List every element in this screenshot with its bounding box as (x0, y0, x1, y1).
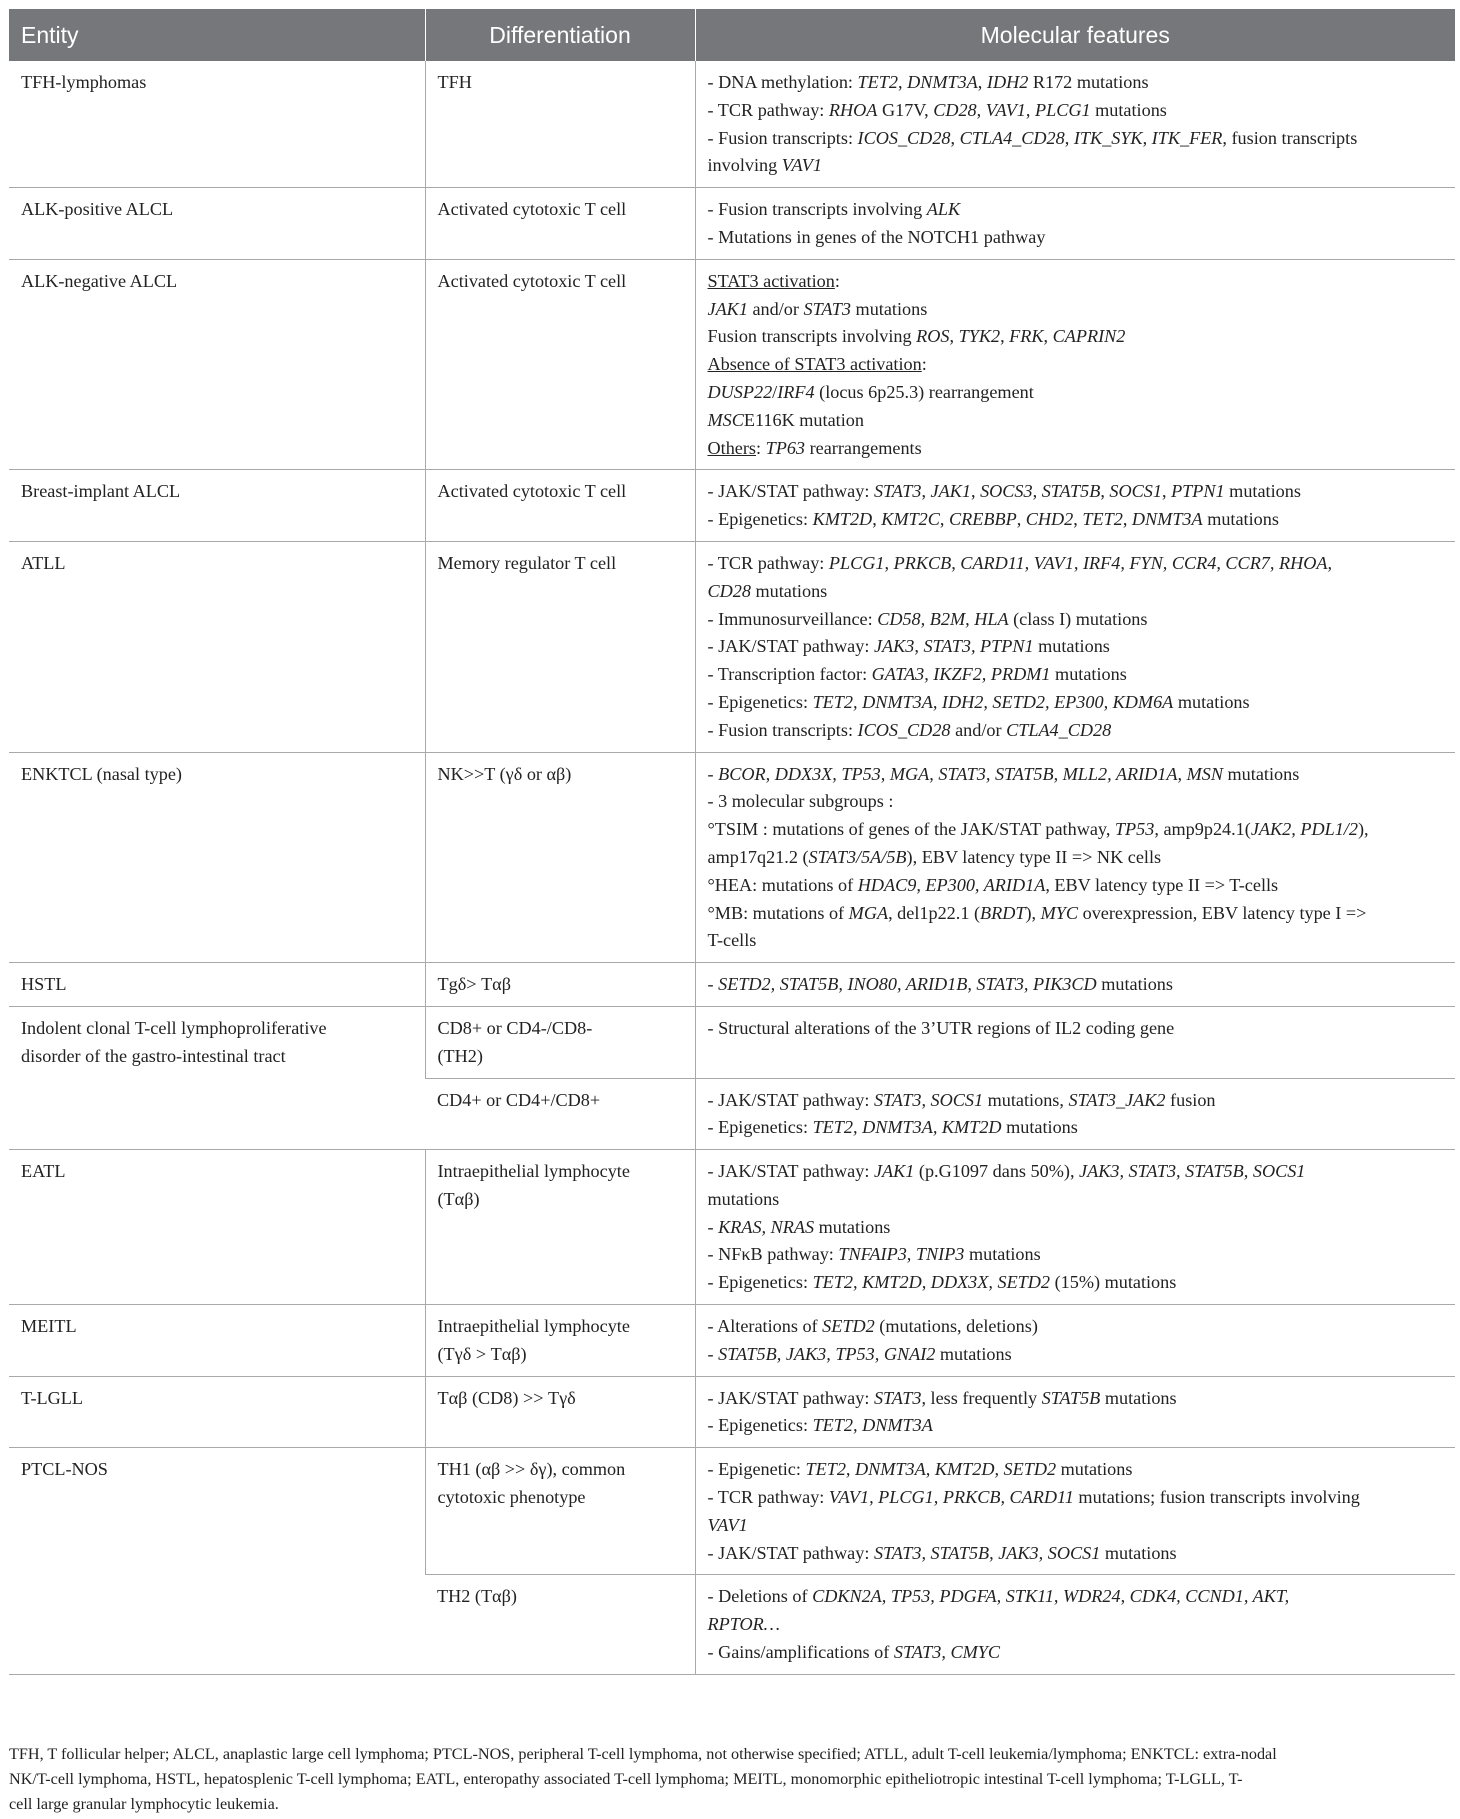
entity-cell-line: ALK-negative ALCL (21, 270, 178, 291)
feature-line: Others: TP63 rearrangements (707, 437, 922, 458)
table-row (9, 1376, 1455, 1448)
feature-line: - BCOR, DDX3X, TP53, MGA, STAT3, STAT5B, MLL2, ARID1A, MSN mutations (707, 763, 1300, 784)
differentiation-cell-line: NK>>T (γδ or αβ) (437, 763, 572, 784)
differentiation-cell (425, 1150, 695, 1305)
feature-line: amp17q21.2 (STAT3/5A/5B), EBV latency type II => NK cells (707, 846, 1162, 867)
differentiation-cell (425, 1078, 695, 1150)
feature-line: - JAK/STAT pathway: JAK1 (p.G1097 dans 50%), JAK3, STAT3, STAT5B, SOCS1 (707, 1161, 1306, 1182)
header-entity: Entity (9, 9, 425, 61)
molecular-features-cell (695, 1575, 1455, 1674)
molecular-features-cell (695, 541, 1455, 752)
footnote-line: cell large granular lymphocytic leukemia. (9, 1795, 279, 1813)
differentiation-cell-line: Activated cytotoxic T cell (437, 199, 627, 220)
molecular-features-cell (695, 188, 1455, 260)
feature-line: - 3 molecular subgroups : (707, 791, 894, 812)
differentiation-cell-line: TFH (437, 72, 472, 92)
differentiation-cell-line: Tαβ (CD8) >> Tγδ (437, 1387, 576, 1408)
entity-cell-line: PTCL-NOS (21, 1459, 108, 1480)
feature-line: - SETD2, STAT5B, INO80, ARID1B, STAT3, PIK3CD mutations (707, 974, 1173, 995)
table-row (9, 1150, 1455, 1305)
differentiation-cell (425, 61, 695, 188)
differentiation-cell-line: Memory regulator T cell (437, 552, 617, 573)
entity-cell-line: Breast-implant ALCL (21, 481, 181, 502)
entity-cell (9, 1448, 425, 1675)
table-row (9, 188, 1455, 260)
entity-cell-line: ENKTCL (nasal type) (21, 763, 182, 784)
molecular-features-cell (695, 61, 1455, 188)
differentiation-cell (425, 1006, 695, 1078)
differentiation-cell-line: Tgδ> Tαβ (437, 974, 511, 995)
entity-cell (9, 1006, 425, 1149)
differentiation-cell-line: (Tγδ > Tαβ) (437, 1343, 527, 1364)
table-container (9, 9, 1455, 1675)
feature-line: °MB: mutations of MGA, del1p22.1 (BRDT), MYC overexpression, EBV latency type I => (707, 902, 1367, 923)
feature-line: - NFκB pathway: TNFAIP3, TNIP3 mutations (707, 1244, 1041, 1265)
entity-cell (9, 1376, 425, 1448)
feature-line: JAK1 and/or STAT3 mutations (707, 298, 928, 319)
differentiation-cell (425, 752, 695, 963)
feature-line: - Alterations of SETD2 (mutations, deletions) (707, 1316, 1038, 1337)
differentiation-cell (425, 470, 695, 542)
differentiation-cell (425, 1575, 695, 1674)
feature-line: - Epigenetic: TET2, DNMT3A, KMT2D, SETD2 mutations (707, 1459, 1133, 1480)
differentiation-cell-line: TH1 (αβ >> δγ), common (437, 1459, 626, 1480)
feature-line: - JAK/STAT pathway: STAT3, SOCS1 mutations, STAT3_JAK2 fusion (707, 1089, 1216, 1110)
feature-line: - Deletions of CDKN2A, TP53, PDGFA, STK11, WDR24, CDK4, CCND1, AKT, (707, 1586, 1290, 1607)
feature-line: CD28 mutations (707, 580, 828, 601)
differentiation-cell (425, 188, 695, 260)
feature-line: - Structural alterations of the 3’UTR regions of IL2 coding gene (707, 1017, 1175, 1038)
feature-line: T-cells (707, 930, 757, 951)
differentiation-cell (425, 963, 695, 1007)
entity-cell-line: disorder of the gastro-intestinal tract (21, 1045, 286, 1066)
entity-cell-line: TFH-lymphomas (21, 72, 147, 92)
molecular-features-cell (695, 1448, 1455, 1575)
feature-line: RPTOR… (707, 1614, 780, 1635)
molecular-features-cell (695, 963, 1455, 1007)
entity-cell-line: HSTL (21, 974, 67, 995)
feature-line: - Mutations in genes of the NOTCH1 pathway (707, 226, 1046, 247)
differentiation-cell-line: (Tαβ) (437, 1188, 480, 1209)
differentiation-cell-line: Activated cytotoxic T cell (437, 481, 627, 502)
differentiation-cell (425, 1305, 695, 1377)
entity-cell-line: Indolent clonal T-cell lymphoproliferative (21, 1017, 327, 1038)
feature-line: - KRAS, NRAS mutations (707, 1216, 891, 1237)
feature-line: - Fusion transcripts involving ALK (707, 199, 961, 220)
differentiation-cell-line: Intraepithelial lymphocyte (437, 1161, 630, 1182)
feature-line: Fusion transcripts involving ROS, TYK2, FRK, CAPRIN2 (707, 326, 1126, 347)
entity-cell (9, 963, 425, 1007)
footnote (9, 1742, 1455, 1817)
feature-line: DUSP22/IRF4 (locus 6p25.3) rearrangement (707, 381, 1034, 402)
entity-cell (9, 470, 425, 542)
feature-line: - Transcription factor: GATA3, IKZF2, PRDM1 mutations (707, 664, 1127, 685)
feature-line: - STAT5B, JAK3, TP53, GNAI2 mutations (707, 1343, 1012, 1364)
entity-cell (9, 188, 425, 260)
entity-cell (9, 541, 425, 752)
molecular-features-cell (695, 259, 1455, 470)
molecular-features-cell (695, 1150, 1455, 1305)
feature-line: - Gains/amplifications of STAT3, CMYC (707, 1642, 1001, 1663)
differentiation-cell-line: Activated cytotoxic T cell (437, 270, 627, 291)
entity-cell (9, 259, 425, 470)
molecular-features-cell (695, 1376, 1455, 1448)
feature-line: - Epigenetics: TET2, KMT2D, DDX3X, SETD2 (15%) mutations (707, 1272, 1177, 1293)
feature-line: - TCR pathway: VAV1, PLCG1, PRKCB, CARD11 mutations; fusion transcripts involving (707, 1487, 1360, 1508)
table-row (9, 61, 1455, 188)
differentiation-cell (425, 1448, 695, 1575)
feature-line: STAT3 activation: (707, 270, 840, 291)
feature-line: °TSIM : mutations of genes of the JAK/STAT pathway, TP53, amp9p24.1(JAK2, PDL1/2), (707, 819, 1369, 840)
feature-line: - Immunosurveillance: CD58, B2M, HLA (class I) mutations (707, 608, 1148, 629)
differentiation-cell-line: CD4+ or CD4+/CD8+ (437, 1089, 601, 1110)
lymphoma-table (9, 9, 1455, 1675)
feature-line: - Fusion transcripts: ICOS_CD28, CTLA4_CD28, ITK_SYK, ITK_FER, fusion transcripts (707, 127, 1358, 148)
feature-line: Absence of STAT3 activation: (707, 354, 927, 375)
feature-line: - Epigenetics: TET2, DNMT3A, IDH2, SETD2, EP300, KDM6A mutations (707, 691, 1250, 712)
entity-cell (9, 61, 425, 188)
molecular-features-cell (695, 752, 1455, 963)
molecular-features-cell (695, 470, 1455, 542)
table-row (9, 470, 1455, 542)
header-row (9, 9, 1455, 61)
feature-line: mutations (707, 1188, 780, 1209)
table-row (9, 259, 1455, 470)
table-row (9, 963, 1455, 1007)
differentiation-cell (425, 1376, 695, 1448)
differentiation-cell (425, 259, 695, 470)
entity-cell (9, 752, 425, 963)
differentiation-cell (425, 541, 695, 752)
differentiation-cell-line: cytotoxic phenotype (437, 1487, 586, 1508)
feature-line: - TCR pathway: PLCG1, PRKCB, CARD11, VAV1, IRF4, FYN, CCR4, CCR7, RHOA, (707, 552, 1333, 573)
feature-line: - JAK/STAT pathway: STAT3, JAK1, SOCS3, STAT5B, SOCS1, PTPN1 mutations (707, 481, 1301, 502)
entity-cell-line: EATL (21, 1161, 66, 1182)
feature-line: - Epigenetics: KMT2D, KMT2C, CREBBP, CHD2, TET2, DNMT3A mutations (707, 509, 1279, 530)
table-row (9, 1006, 1455, 1078)
entity-cell-line: ATLL (21, 552, 66, 573)
feature-line: - JAK/STAT pathway: STAT3, STAT5B, JAK3, SOCS1 mutations (707, 1542, 1177, 1563)
feature-line: involving VAV1 (707, 155, 822, 176)
molecular-features-cell (695, 1305, 1455, 1377)
entity-cell (9, 1150, 425, 1305)
feature-line: °HEA: mutations of HDAC9, EP300, ARID1A, EBV latency type II => T-cells (707, 874, 1279, 895)
table-row (9, 541, 1455, 752)
entity-cell-line: T-LGLL (21, 1387, 83, 1408)
feature-line: - Epigenetics: TET2, DNMT3A (707, 1415, 933, 1436)
differentiation-cell-line: CD8+ or CD4-/CD8- (437, 1017, 593, 1038)
molecular-features-cell (695, 1078, 1455, 1150)
header-molecular-features: Molecular features (695, 9, 1455, 61)
differentiation-cell-line: Intraepithelial lymphocyte (437, 1316, 630, 1337)
table-row (9, 1305, 1455, 1377)
feature-line: - TCR pathway: RHOA G17V, CD28, VAV1, PLCG1 mutations (707, 99, 1167, 120)
entity-cell-line: ALK-positive ALCL (21, 199, 174, 220)
feature-line: - Epigenetics: TET2, DNMT3A, KMT2D mutations (707, 1117, 1078, 1138)
differentiation-cell-line: TH2 (Tαβ) (437, 1586, 517, 1607)
feature-line: VAV1 (707, 1514, 748, 1535)
header-differentiation: Differentiation (425, 9, 695, 61)
feature-line: - JAK/STAT pathway: STAT3, less frequently STAT5B mutations (707, 1387, 1177, 1408)
table-row (9, 752, 1455, 963)
feature-line: - Fusion transcripts: ICOS_CD28 and/or CTLA4_CD28 (707, 719, 1112, 740)
feature-line: - JAK/STAT pathway: JAK3, STAT3, PTPN1 mutations (707, 636, 1110, 657)
feature-line: MSCE116K mutation (707, 409, 864, 430)
feature-line: - DNA methylation: TET2, DNMT3A, IDH2 R172 mutations (707, 72, 1149, 92)
molecular-features-cell (695, 1006, 1455, 1078)
entity-cell (9, 1305, 425, 1377)
differentiation-cell-line: (TH2) (437, 1045, 483, 1066)
entity-cell-line: MEITL (21, 1316, 77, 1337)
footnote-line: TFH, T follicular helper; ALCL, anaplastic large cell lymphoma; PTCL-NOS, peripheral T-cell lymphoma, not otherwise specified; ATLL, adult T-cell leukemia/lymphoma; ENKTCL: extra-nodal (9, 1745, 1277, 1763)
table-row (9, 1448, 1455, 1575)
footnote-line: NK/T-cell lymphoma, HSTL, hepatosplenic T-cell lymphoma; EATL, enteropathy associated T-cell lymphoma; MEITL, monomorphic epitheliotropic intestinal T-cell lymphoma; T-LGLL, T- (9, 1770, 1243, 1788)
